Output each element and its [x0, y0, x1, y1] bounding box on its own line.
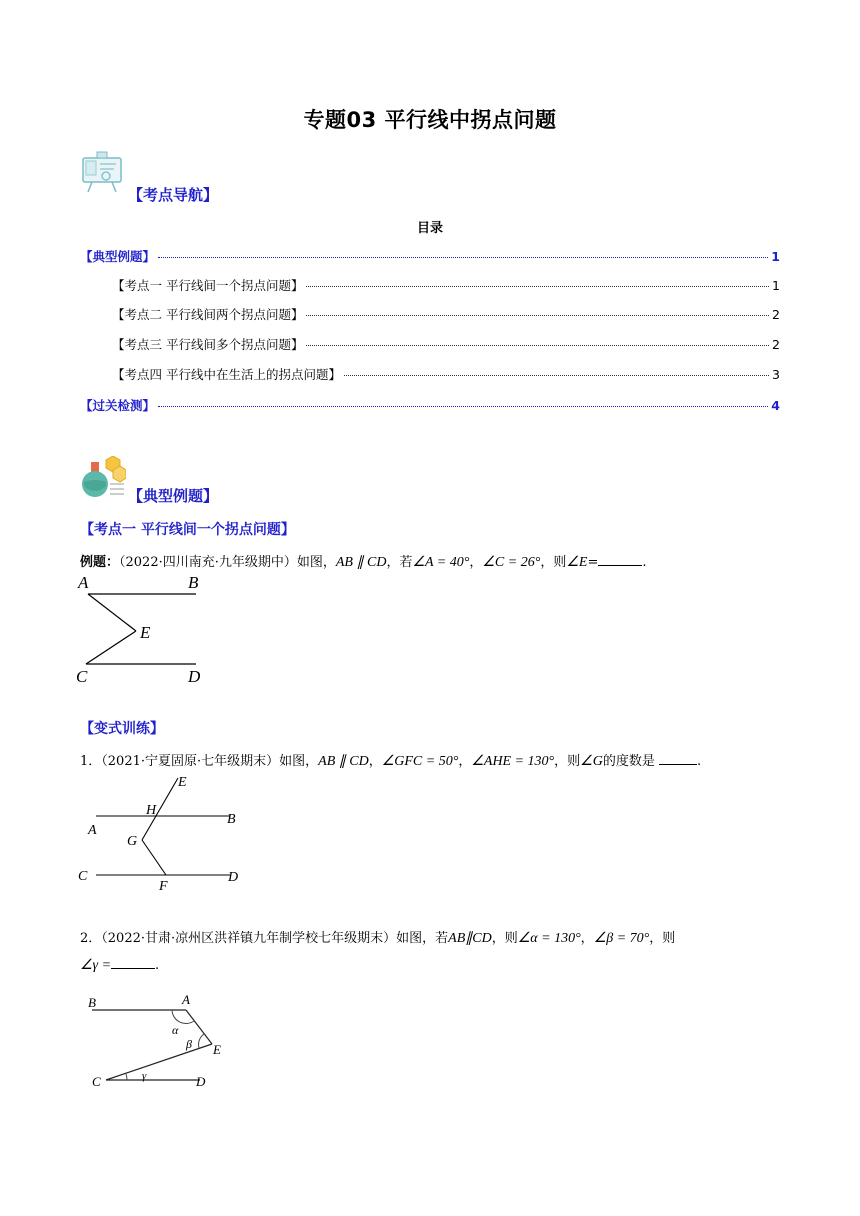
math: ∠E — [566, 555, 588, 570]
label-e: E — [178, 775, 187, 790]
answer-blank[interactable] — [111, 956, 155, 969]
label-gamma: γ — [142, 1070, 147, 1082]
toc-entry-kaodian4[interactable] — [112, 365, 780, 383]
text: . — [642, 555, 647, 570]
label-c: C — [76, 667, 88, 686]
label-a: A — [88, 823, 97, 838]
label-e: E — [213, 1042, 221, 1057]
toc-leader — [158, 257, 768, 258]
text: ， — [580, 931, 594, 946]
toc-page: 3 — [772, 367, 780, 382]
toc-leader — [306, 315, 769, 316]
line-ae — [88, 594, 136, 631]
navigation-icon — [80, 150, 126, 194]
label-d: D — [196, 1074, 206, 1089]
toc-label: 【考点一 平行线间一个拐点问题】 — [112, 278, 304, 293]
label-d: D — [228, 870, 239, 885]
toc-leader — [344, 375, 769, 376]
question-2-figure — [80, 990, 240, 1096]
math: ∠β = 70° — [593, 931, 650, 946]
label-c: C — [92, 1074, 101, 1089]
toc-entry-kaodian1[interactable] — [112, 276, 780, 294]
label-a: A — [78, 573, 89, 592]
math: ∠AHE = 130° — [471, 754, 555, 769]
text: ， — [368, 754, 382, 769]
variant-training-title: 【变式训练】 — [80, 721, 164, 737]
line-ec — [86, 631, 136, 664]
toc-leader — [158, 406, 768, 407]
example-label: 例题： — [80, 555, 120, 570]
question-number: 2． — [80, 931, 102, 946]
toc-leader — [306, 345, 769, 346]
label-c: C — [78, 869, 88, 884]
label-beta: β — [186, 1037, 192, 1051]
toc-heading: 目录 — [416, 221, 443, 236]
text: ，则 — [491, 931, 518, 946]
question-source: （2022·甘肃·凉州区洪祥镇九年制学校七年级期末）如图，若 — [101, 931, 449, 946]
question-source: （2021·宁夏固原·七年级期末）如图， — [101, 754, 319, 769]
label-d: D — [188, 667, 201, 686]
flask-icon — [80, 456, 126, 498]
toc-entry-test[interactable] — [80, 396, 780, 414]
nav-title: 【考点导航】 — [128, 186, 219, 204]
text: 的度数是 — [602, 754, 655, 769]
example-source: （2022·四川南充·九年级期中）如图， — [119, 555, 336, 570]
toc-entry-kaodian2[interactable] — [112, 305, 780, 323]
label-alpha: α — [172, 1023, 179, 1037]
toc-label: 【过关检测】 — [80, 398, 156, 413]
label-b: B — [227, 812, 236, 827]
text: ， — [469, 555, 483, 570]
math: ∠G — [580, 754, 603, 769]
math: ∠A = 40° — [412, 555, 470, 570]
kaodian-title: 【考点一 平行线间一个拐点问题】 — [80, 522, 295, 538]
toc-label: 【考点二 平行线间两个拐点问题】 — [112, 307, 304, 322]
label-e: E — [140, 623, 151, 642]
label-b: B — [88, 995, 96, 1010]
question-2-text — [80, 927, 675, 947]
toc-leader — [306, 286, 769, 287]
text: . — [697, 754, 702, 769]
toc-page: 2 — [772, 307, 780, 322]
text: . — [155, 958, 160, 973]
example-text — [80, 551, 646, 571]
toc-page: 1 — [771, 249, 780, 264]
question-2-text-line2 — [80, 956, 159, 974]
answer-blank[interactable] — [659, 752, 697, 765]
question-1-figure — [74, 772, 254, 894]
text: ，则 — [649, 931, 676, 946]
toc-label: 【考点三 平行线间多个拐点问题】 — [112, 337, 304, 352]
text: = — [587, 555, 599, 570]
label-f: F — [159, 879, 168, 894]
text: ，若 — [386, 555, 413, 570]
toc-label: 【考点四 平行线中在生活上的拐点问题】 — [112, 367, 341, 382]
toc-label: 【典型例题】 — [80, 249, 156, 264]
label-g: G — [127, 834, 138, 849]
page-title: 专题03 平行线中拐点问题 — [303, 108, 557, 132]
math: AB∥CD — [448, 931, 492, 946]
question-1-text — [80, 750, 701, 770]
question-number: 1． — [80, 754, 102, 769]
toc-page: 1 — [772, 278, 780, 293]
math: ∠α = 130° — [517, 931, 581, 946]
answer-blank[interactable] — [598, 553, 642, 566]
toc-page: 2 — [772, 337, 780, 352]
math: ∠γ = — [80, 958, 112, 973]
math: AB ∥ CD — [335, 555, 387, 570]
text: ，则 — [554, 754, 581, 769]
toc-entry-typical[interactable] — [80, 247, 780, 265]
label-a: A — [182, 992, 190, 1007]
section-title: 【典型例题】 — [128, 487, 219, 505]
toc-page: 4 — [771, 398, 780, 413]
math: ∠GFC = 50° — [381, 754, 459, 769]
math: ∠C = 26° — [482, 555, 541, 570]
label-b: B — [188, 573, 199, 592]
text: ， — [458, 754, 472, 769]
math: AB ∥ CD — [318, 754, 369, 769]
example-figure — [74, 572, 214, 690]
toc-entry-kaodian3[interactable] — [112, 335, 780, 353]
text: ，则 — [540, 555, 567, 570]
label-h: H — [146, 803, 157, 818]
